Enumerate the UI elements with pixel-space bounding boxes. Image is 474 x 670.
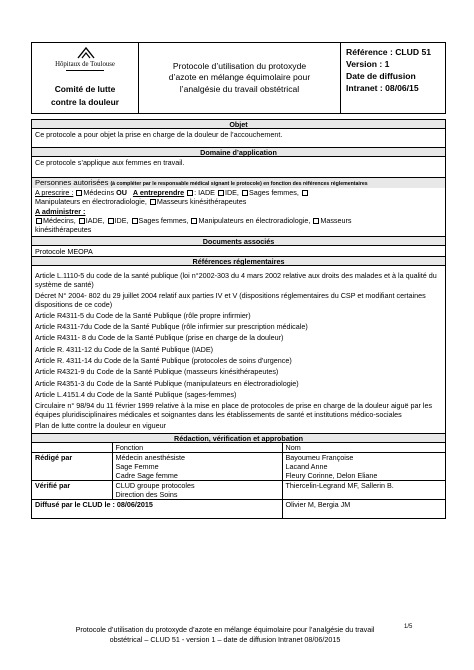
checkbox-administrer-sf[interactable] — [132, 218, 138, 224]
col-nom: Nom — [282, 443, 445, 453]
redige-fonctions — [112, 453, 282, 481]
diffuse-label: Diffusé par le CLUD le : 08/06/2015 — [32, 500, 282, 518]
col-fonction: Fonction — [112, 443, 282, 453]
objet-heading: Objet — [32, 120, 445, 129]
checkbox-administrer-iade[interactable] — [79, 218, 85, 224]
logo-divider — [66, 70, 104, 71]
prescrire-label: A prescrire : — [35, 188, 74, 197]
footer-line2: obstétrical – CLUD 51 - version 1 – date de diffusion Intranet 08/06/2015 — [109, 635, 341, 645]
committee-line2: contre la douleur — [51, 97, 119, 108]
title-line1: Protocole d’utilisation du protoxyde — [172, 60, 307, 71]
fonction-item: Sage Femme — [115, 462, 159, 472]
domaine-heading: Domaine d’application — [32, 148, 445, 157]
document-header — [31, 42, 446, 114]
table-row — [32, 453, 445, 481]
reference-block — [341, 43, 445, 113]
signature-table — [32, 443, 445, 518]
entreprendre-sf: Sages femmes, — [248, 188, 299, 197]
footer-line1: Protocole d’utilisation du protoxyde d’azote en mélange équimolaire pour l’analgésie du travail — [75, 625, 375, 634]
date-label: Date de diffusion — [346, 71, 416, 82]
checkbox-entreprendre-manip[interactable] — [302, 190, 308, 196]
documents-heading: Documents associés — [32, 237, 445, 246]
prescrire-medecins: Médecins — [83, 188, 115, 197]
administrer-ide: IDE, — [114, 216, 129, 226]
nom-item: Thiercelin-Legrand MF, Sallerin B. — [285, 481, 394, 491]
references-heading: Références réglementaires — [32, 257, 445, 266]
reference-item: Décret N° 2004- 802 du 29 juillet 2004 relatif aux parties IV et V (dispositions réglementaires du CSP et modifiant certaines dispositions de ce code) — [35, 290, 426, 309]
verifie-label: Vérifié par — [32, 481, 112, 500]
entreprendre-ide: IDE, — [224, 188, 239, 197]
logo-name: Hôpitaux de Toulouse — [55, 61, 115, 68]
reference-item: Article R. 4311-14 du Code de la Santé Publique (protocoles de soins d’urgence) — [35, 356, 292, 366]
checkbox-prescrire-medecins[interactable] — [76, 190, 82, 196]
checkbox-entreprendre-sf[interactable] — [242, 190, 248, 196]
redige-noms — [282, 453, 445, 481]
title-line2: d’azote en mélange équimolaire pour — [168, 72, 311, 83]
reference-item: Circulaire n° 98/94 du 11 février 1999 relative à la mise en place de protocoles de prise en charge de la douleur aiguë par les équipes pluridisciplinaires médicales et soignantes dans les établissements de santé et institutions médico-sociales — [35, 401, 433, 419]
hospital-logo-icon — [76, 46, 96, 60]
reference-item: Article R4311- 8 du Code de la Santé Publique (prise en charge de la douleur) — [35, 333, 284, 343]
logo-cell — [32, 43, 139, 113]
checkbox-entreprendre-ide[interactable] — [218, 190, 224, 196]
personnes-body — [32, 188, 445, 237]
table-row — [32, 481, 445, 500]
reference-item: Plan de lutte contre la douleur en vigueur — [35, 421, 167, 431]
empty-header-cell — [32, 443, 112, 453]
administrer-label: A administrer : — [35, 206, 86, 216]
fonction-item: Direction des Soins — [115, 490, 178, 500]
reference-item: Article L.4151.4 du Code de la Santé Publique (sages-femmes) — [35, 389, 237, 399]
nom-item: Fleury Corinne, Delon Eliane — [285, 471, 378, 481]
protocol-table — [31, 119, 446, 519]
document-title — [139, 43, 341, 113]
administrer-label-line — [35, 207, 442, 216]
administrer-sf: Sages femmes, — [138, 216, 189, 226]
checkbox-entreprendre-iade[interactable] — [187, 190, 193, 196]
entreprendre-masseurs: Masseurs kinésithérapeutes — [156, 197, 247, 207]
prescrire-ou: OU — [116, 188, 127, 197]
documents-text: Protocole MEOPA — [32, 246, 445, 257]
reference-item: Article R4321-9 du Code de la Santé Publique (masseurs kinésithérapeutes) — [35, 367, 279, 377]
fonction-item: Médecin anesthésiste — [115, 453, 186, 463]
reference-item: Article L.1110-5 du code de la santé publique (loi n°2002-303 du 4 mars 2002 relative aux droits des malades et à la qualité du système de santé) — [35, 270, 437, 289]
administrer-kine: kinésithérapeutes — [35, 225, 92, 235]
domaine-text: Ce protocole s’applique aux femmes en travail. — [32, 157, 445, 178]
nom-item: Bayoumeu Françoise — [285, 453, 354, 463]
administrer-medecins: Médecins, — [43, 216, 76, 226]
version: Version : 1 — [346, 59, 390, 70]
intranet-date: Intranet : 08/06/15 — [346, 83, 419, 94]
personnes-heading — [32, 178, 445, 188]
checkbox-administrer-medecins[interactable] — [36, 218, 42, 224]
diffuse-noms: Olivier M, Bergia JM — [285, 500, 351, 510]
administrer-manip: Manipulateurs en électroradiologie, — [198, 216, 311, 226]
committee-line1: Comité de lutte — [54, 84, 116, 94]
administrer-line — [35, 216, 442, 225]
checkbox-administrer-ide[interactable] — [108, 218, 114, 224]
administrer-masseurs: Masseurs — [320, 216, 352, 226]
fonction-item: Cadre Sage femme — [115, 471, 178, 481]
reference-item: Article R4311-7du Code de la Santé Publique (rôle infirmier sur prescription médicale) — [35, 322, 308, 332]
reference-item: Article R. 4311-12 du Code de la Santé Publique (IADE) — [35, 344, 214, 354]
nom-item: Lacand Anne — [285, 462, 328, 472]
checkbox-administrer-masseurs[interactable] — [313, 218, 319, 224]
prescrire-line — [35, 188, 442, 197]
page-footer — [60, 625, 390, 645]
entreprendre-manip: Manipulateurs en électroradiologie, — [35, 197, 147, 207]
table-row — [32, 500, 445, 518]
checkbox-entreprendre-masseurs[interactable] — [150, 199, 156, 205]
redaction-heading: Rédaction, vérification et approbation — [32, 434, 445, 443]
verifie-fonctions — [112, 481, 282, 500]
verifie-noms — [282, 481, 445, 500]
reference: Référence : CLUD 51 — [346, 47, 432, 57]
page-number: 1/5 — [404, 624, 413, 630]
personnes-title: Personnes autorisées — [35, 178, 109, 187]
administrer-iade: IADE, — [85, 216, 105, 226]
entreprendre-line2 — [35, 197, 442, 206]
reference-item: Article R4351-3 du Code de la Santé Publique (manipulateurs en électroradiologie) — [35, 378, 299, 388]
checkbox-administrer-manip[interactable] — [191, 218, 197, 224]
title-line3: l’analgésie du travail obstétrical — [179, 83, 300, 94]
reference-item: Article R4311-5 du Code de la Santé Publique (rôle propre infirmier) — [35, 310, 251, 320]
objet-text: Ce protocole a pour objet la prise en charge de la douleur de l’accouchement. — [32, 129, 445, 148]
fonction-item: CLUD groupe protocoles — [115, 481, 195, 491]
entreprendre-label: A entreprendre — [132, 188, 185, 197]
entreprendre-iade: : IADE — [194, 188, 215, 197]
references-list — [32, 266, 445, 434]
committee-name — [32, 83, 138, 109]
personnes-note: (à compléter par le responsable médical signant le protocole) en fonction des références réglementaires — [110, 181, 368, 187]
redige-label: Rédigé par — [32, 453, 112, 481]
